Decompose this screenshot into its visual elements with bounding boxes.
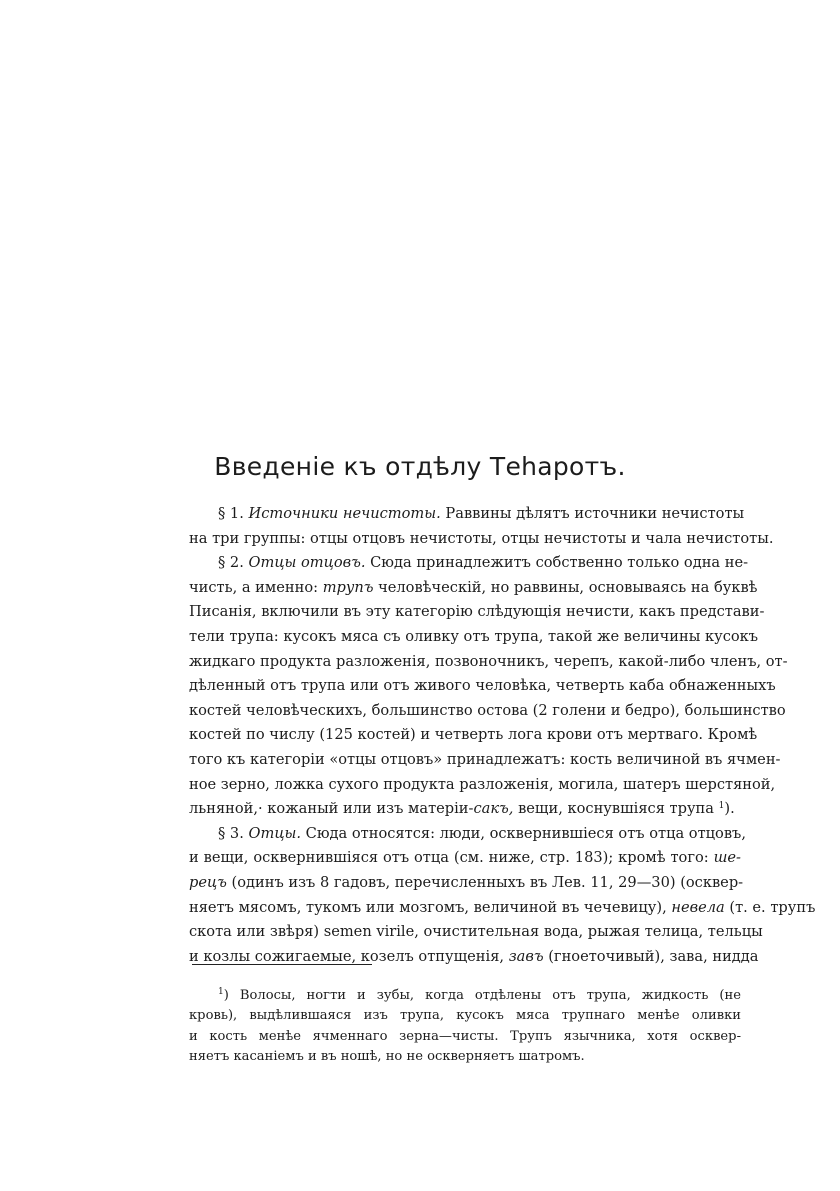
paragraph-3-line-6: [189, 945, 759, 970]
paragraph-2-line-4: тели трупа: кусокъ мяса съ оливку отъ трупа, такой же величины кусокъ: [189, 627, 759, 645]
paragraph-3-line-1: [189, 822, 746, 847]
paragraph-2-line-1: [189, 551, 749, 576]
text-run: (гноеточивый), зава, нидда: [548, 947, 759, 965]
page-title: Введеніе къ отдѣлу Теһаротъ.: [214, 452, 626, 481]
footnote-number: 1: [218, 987, 224, 997]
footnote: [189, 986, 741, 1067]
section-heading: Источники нечистоты.: [248, 505, 441, 522]
paragraph-2-line-6: дѣленный отъ трупа или отъ живого человѣка, четверть каба обнаженныхъ: [189, 677, 776, 695]
paragraph-3-line-2: [189, 846, 741, 871]
paragraph-2-line-5: жидкаго продукта разложенія, позвоночникъ, черепъ, какой-либо членъ, от-: [189, 652, 788, 670]
text-run: Сюда относятся: люди, осквернившіеся отъ отца отцовъ,: [305, 824, 746, 842]
footnote-line-3: и кость менѣе ячменнаго зерна—чисты. Трупъ язычника, хотя осквер-: [189, 1028, 741, 1044]
text-run: и козлы сожигаемые, козелъ отпущенія,: [189, 947, 505, 965]
paragraph-1-line-1: [189, 502, 745, 527]
main-text: [189, 502, 816, 969]
paragraph-2-line-2: [189, 576, 758, 601]
italic-term: невела: [671, 898, 725, 916]
section-mark: § 2.: [218, 554, 244, 572]
paragraph-2-line-8: костей по числу (125 костей) и четверть лога крови отъ мертваго. Кромѣ: [189, 726, 758, 744]
paragraph-3-line-5: скота или звѣря) semen virile, очистительная вода, рыжая телица, тельцы: [189, 923, 763, 941]
italic-term: ше-: [713, 849, 741, 867]
text-run: вещи, коснувшіяся трупа: [518, 800, 714, 818]
text-run: Раввины дѣлятъ источники нечистоты: [445, 505, 745, 522]
paragraph-2-line-7: костей человѣческихъ, большинство остова (2 голени и бедро), большинство: [189, 701, 786, 719]
paragraph-2-line-9: того къ категоріи «отцы отцовъ» принадлежатъ: кость величиной въ ячмен-: [189, 750, 781, 768]
italic-term: трупъ: [322, 578, 374, 596]
paragraph-1-line-2: на три группы: отцы отцовъ нечистоты, отцы нечистоты и чала нечистоты.: [189, 529, 774, 547]
paragraph-2-line-11: [189, 797, 741, 822]
section-heading: Отцы отцовъ.: [248, 554, 366, 572]
section-mark: § 1.: [218, 505, 244, 522]
section-mark: § 3.: [218, 824, 244, 842]
text-run: льняной,· кожаный или изъ матеріи-: [189, 800, 474, 818]
text-run: ) Волосы, ногти и зубы, когда отдѣлены отъ трупа, жидкость (не: [223, 988, 741, 1003]
text-run: и вещи, осквернившіяся отъ отца (см. ниже, стр. 183); кромѣ того:: [189, 849, 709, 867]
footnote-reference: 1: [718, 801, 725, 812]
text-run: ).: [724, 800, 735, 818]
footnote-line-1: [189, 986, 741, 1006]
italic-term: рецъ: [189, 873, 227, 891]
footnote-line-2: кровь), выдѣлившаяся изъ трупа, кусокъ мяса трупнаго менѣе оливки: [189, 1008, 741, 1024]
text-run: Сюда принадлежитъ собственно только одна не-: [370, 554, 749, 572]
paragraph-3-line-4: [189, 896, 816, 921]
paragraph-2-line-10: ное зерно, ложка сухого продукта разложенія, могила, шатеръ шерстяной,: [189, 775, 776, 793]
section-heading: Отцы.: [248, 824, 302, 842]
text-run: (одинъ изъ 8 гадовъ, перечисленныхъ въ Лев. 11, 29—30) (осквер-: [231, 873, 744, 891]
text-run: человѣческій, но раввины, основываясь на буквѣ: [378, 578, 758, 596]
footnote-line-4: няетъ касаніемъ и въ ношѣ, но не оскверняетъ шатромъ.: [189, 1048, 585, 1064]
text-run: чисть, а именно:: [189, 578, 319, 596]
italic-term: сакъ,: [473, 800, 514, 818]
italic-term: завъ: [508, 947, 544, 965]
paragraph-3-line-3: [189, 871, 744, 896]
text-run: няетъ мясомъ, тукомъ или мозгомъ, величиной въ чечевицу),: [189, 898, 667, 916]
footnote-divider: [192, 964, 372, 965]
text-run: (т. е. трупъ: [729, 898, 816, 916]
paragraph-2-line-3: Писанія, включили въ эту категорію слѣдующія нечисти, какъ представи-: [189, 603, 765, 621]
